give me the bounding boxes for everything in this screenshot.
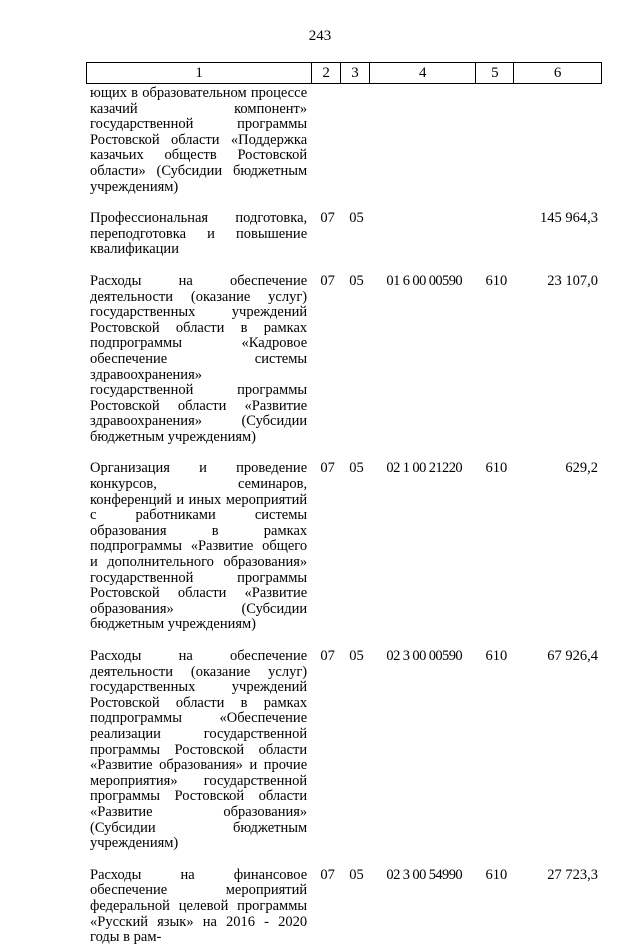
row-description: Профессиональная подготовка, переподготовка и повышение квалификации bbox=[90, 210, 308, 258]
row-subsection: 05 bbox=[349, 648, 364, 664]
header-col-3: 3 bbox=[341, 63, 370, 83]
row-section: 07 bbox=[320, 866, 335, 883]
header-col-1: 1 bbox=[87, 63, 312, 83]
table-row bbox=[86, 211, 602, 258]
row-code: 01 6 00 00590 bbox=[386, 272, 462, 289]
row-subsection: 05 bbox=[349, 210, 364, 227]
row-subsection: 05 bbox=[349, 272, 364, 289]
table-row bbox=[86, 461, 602, 633]
header-col-4: 4 bbox=[370, 63, 477, 83]
row-section: 07 bbox=[320, 648, 335, 664]
row-sum: 27 723,3 bbox=[547, 866, 599, 883]
row-sum: 145 964,3 bbox=[540, 210, 599, 227]
row-sum bbox=[515, 86, 602, 195]
table-header bbox=[86, 62, 602, 84]
row-description: ющих в образовательном процессе казачий компонент» государственной программы Ростовской области «Поддержка казачьих обществ Ростовской области» (Субсидии бюджетным учреждениям) bbox=[90, 85, 308, 195]
table-row bbox=[86, 274, 602, 446]
row-subsection: 05 bbox=[349, 866, 364, 883]
table-row bbox=[86, 649, 602, 852]
row-section: 07 bbox=[320, 460, 335, 477]
row-subsection: 05 bbox=[349, 460, 364, 477]
row-vr bbox=[478, 211, 516, 258]
row-subsection bbox=[342, 86, 371, 195]
row-code bbox=[371, 211, 478, 258]
row-sum: 629,2 bbox=[565, 460, 599, 477]
row-code: 02 3 00 00590 bbox=[386, 648, 462, 664]
row-code: 02 1 00 21220 bbox=[386, 460, 462, 477]
row-vr: 610 bbox=[485, 648, 508, 664]
row-description: Расходы на финансовое обеспечение мероприятий федеральной целевой программы «Русский язык» на 2016 - 2020 годы в рам- bbox=[90, 866, 308, 946]
row-vr bbox=[478, 86, 516, 195]
row-code bbox=[371, 86, 478, 195]
table-row bbox=[86, 868, 602, 946]
header-col-6: 6 bbox=[553, 65, 562, 81]
header-col-5: 5 bbox=[476, 63, 514, 83]
table-body bbox=[86, 86, 602, 946]
row-sum: 23 107,0 bbox=[547, 272, 599, 289]
header-col-2: 2 bbox=[312, 63, 341, 83]
row-sum: 67 926,4 bbox=[547, 648, 599, 664]
page-number: 243 bbox=[308, 28, 332, 44]
row-section bbox=[311, 86, 342, 195]
table-row bbox=[86, 86, 602, 195]
row-description: Организация и проведение конкурсов, семинаров, конференций и иных мероприятий с работниками системы образования в рамках подпрограммы «Развитие общего и дополнительного образования» государственной программы Ростовской области «Развитие образования» (Субсидии бюджетным учреждениям) bbox=[90, 460, 308, 633]
row-vr: 610 bbox=[485, 460, 508, 477]
row-vr: 610 bbox=[485, 866, 508, 883]
row-description: Расходы на обеспечение деятельности (оказание услуг) государственных учреждений Ростовской области в рамках подпрограммы «Обеспечение реализации государственной программы Ростовской области «Развитие образования» и прочие мероприятия» государственной программы Ростовской области «Развитие образования» (Субсидии бюджетным учреждениям) bbox=[90, 648, 308, 852]
row-description: Расходы на обеспечение деятельности (оказание услуг) государственных учреждений Ростовской области в рамках подпрограммы «Кадровое обеспечение системы здравоохранения» государственной программы Ростовской области «Развитие здравоохранения» (Субсидии бюджетным учреждениям) bbox=[90, 272, 308, 445]
row-vr: 610 bbox=[485, 272, 508, 289]
row-section: 07 bbox=[320, 272, 335, 289]
row-code: 02 3 00 54990 bbox=[386, 866, 462, 883]
row-section: 07 bbox=[320, 210, 335, 227]
